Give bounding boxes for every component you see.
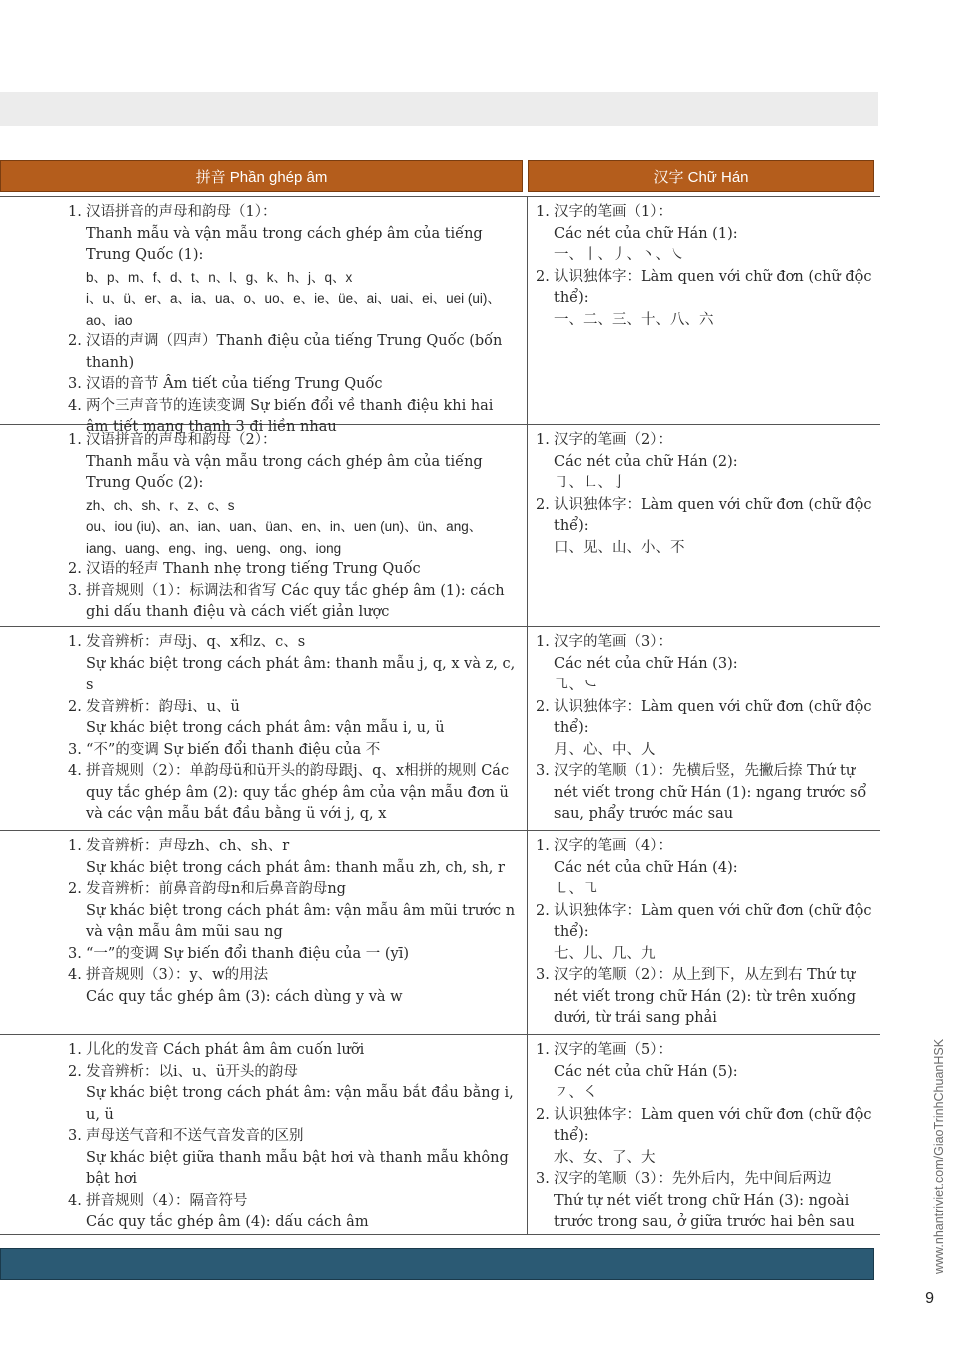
item-line: 汉字的笔画（5）： xyxy=(554,1042,672,1058)
item-number: 4. xyxy=(68,967,82,983)
item-number: 1. xyxy=(68,432,82,448)
item-text xyxy=(554,632,872,697)
item-text xyxy=(554,901,872,966)
item-line: Sự khác biệt trong cách phát âm: thanh mẫu j, q, x và z, c, s xyxy=(86,655,516,693)
item-number: 2. xyxy=(68,561,82,577)
item-line: 汉语的音节 Âm tiết của tiếng Trung Quốc xyxy=(86,376,383,392)
item-text xyxy=(86,632,519,697)
page-number: 9 xyxy=(925,1290,934,1307)
hanzi-cell xyxy=(528,627,880,830)
list-item xyxy=(68,374,519,396)
item-line: 认识独体字：Làm quen với chữ đơn (chữ độc thể): xyxy=(554,902,872,940)
item-text xyxy=(86,1040,519,1062)
item-line: 认识独体字：Làm quen với chữ đơn (chữ độc thể): xyxy=(554,698,872,736)
list-item xyxy=(68,697,519,740)
pinyin-column-header: 拼音 Phần ghép âm xyxy=(0,160,523,192)
item-number: 3. xyxy=(68,376,82,392)
list-item xyxy=(536,430,872,495)
item-line: 汉语的轻声 Thanh nhẹ trong tiếng Trung Quốc xyxy=(86,561,421,577)
item-text xyxy=(86,581,519,624)
list-item xyxy=(536,1169,872,1234)
pinyin-line: zh、ch、sh、r、z、c、s xyxy=(86,497,235,513)
item-number: 1. xyxy=(536,432,550,448)
list-item xyxy=(68,879,519,944)
item-line: 拼音规则（2）：单韵母ü和ü开头的韵母跟j、q、x相拼的规则 Các quy tắc ghép âm (2): quy tắc ghép âm của vận mẫu đơn ü và các vận mẫu bắt đầu bằng ü với j, q, x xyxy=(86,763,510,822)
item-number: 3. xyxy=(536,967,550,983)
item-line: Thanh mẫu và vận mẫu trong cách ghép âm của tiếng Trung Quốc (2): xyxy=(86,453,483,491)
list-item xyxy=(68,836,519,879)
table-row xyxy=(0,197,880,435)
item-line: ㇄、㇈ xyxy=(554,881,598,897)
item-number: 3. xyxy=(536,763,550,779)
pinyin-cell xyxy=(0,197,528,435)
list-item xyxy=(68,1062,519,1127)
list-item xyxy=(536,1040,872,1105)
item-text xyxy=(86,697,519,740)
list-item xyxy=(68,581,519,624)
list-item xyxy=(536,202,872,267)
item-number: 2. xyxy=(536,268,550,285)
item-number: 1. xyxy=(536,204,550,220)
table-row xyxy=(0,831,880,1035)
pinyin-line: i、u、ü、er、a、ia、ua、o、uo、e、ie、üe、ai、uai、ei、uei (ui)、ao、iao xyxy=(86,291,501,328)
item-number: 4. xyxy=(68,1192,82,1209)
curriculum-table xyxy=(0,196,880,1235)
item-line: Sự khác biệt trong cách phát âm: vận mẫu bắt đầu bằng i, u, ü xyxy=(86,1085,514,1123)
item-line: ㇆、㇗、亅 xyxy=(554,475,627,491)
list-item xyxy=(68,559,519,581)
item-text xyxy=(86,1126,519,1191)
item-number: 2. xyxy=(68,881,82,897)
item-number: 2. xyxy=(536,1106,550,1123)
item-line: Sự khác biệt trong cách phát âm: thanh mẫu zh, ch, sh, r xyxy=(86,859,505,876)
item-line: 发音辨析：声母zh、ch、sh、r xyxy=(86,838,290,854)
item-number: 2. xyxy=(536,902,550,919)
list-item xyxy=(68,202,519,331)
pinyin-line: ou、iou (iu)、an、ian、uan、üan、en、in、uen (un)、ün、ang、iang、uang、eng、ing、ueng、ong、iong xyxy=(86,519,483,556)
item-text xyxy=(554,1040,872,1105)
list-item xyxy=(68,1126,519,1191)
item-line: 汉语拼音的声母和韵母（1）： xyxy=(86,204,277,220)
item-line: 拼音规则（1）：标调法和省写 Các quy tắc ghép âm (1): cách ghi dấu thanh điệu và cách viết giản lược xyxy=(86,582,505,620)
item-line: 发音辨析：韵母i、u、ü xyxy=(86,698,240,715)
item-line: “不”的变调 Sự biến đổi thanh điệu của 不 xyxy=(86,741,381,758)
item-number: 3. xyxy=(68,582,82,599)
table-row xyxy=(0,627,880,831)
list-item xyxy=(536,1105,872,1170)
item-line: 认识独体字：Làm quen với chữ đơn (chữ độc thể): xyxy=(554,496,872,534)
item-number: 4. xyxy=(68,763,82,779)
item-line: 拼音规则（3）：y、w的用法 xyxy=(86,967,269,983)
item-text xyxy=(554,1169,872,1234)
item-line: 汉字的笔顺（1）：先横后竖，先撇后捺 Thứ tự nét viết trong chữ Hán (1): ngang trước sổ sau, phẩy trước mác sau xyxy=(554,763,867,822)
item-line: Sự khác biệt trong cách phát âm: vận mẫu âm mũi trước n và vận mẫu âm mũi sau ng xyxy=(86,902,516,940)
item-line: 发音辨析：声母j、q、x和z、c、s xyxy=(86,634,306,650)
item-line: 汉字的笔画（4）： xyxy=(554,838,672,854)
list-item xyxy=(536,697,872,762)
item-line: 汉字的笔顺（3）：先外后内，先中间后两边 xyxy=(554,1171,832,1187)
item-line: 发音辨析：前鼻音韵母n和后鼻音韵母ng xyxy=(86,881,346,897)
pinyin-line: b、p、m、f、d、t、n、l、g、k、h、j、q、x xyxy=(86,269,353,285)
item-line: 汉字的笔画（2）： xyxy=(554,432,672,448)
footer-bar xyxy=(0,1248,874,1280)
item-number: 2. xyxy=(68,1063,82,1080)
item-line: Các nét của chữ Hán (1): xyxy=(554,225,738,242)
item-text xyxy=(86,836,519,879)
item-number: 1. xyxy=(536,838,550,854)
item-text xyxy=(554,267,872,332)
item-line: 汉字的笔顺（2）：从上到下，从左到右 Thứ tự nét viết trong chữ Hán (2): từ trên xuống dưới, từ trái sang phải xyxy=(554,967,857,1026)
item-text xyxy=(554,761,872,826)
item-line: 汉语拼音的声母和韵母（2）： xyxy=(86,432,277,448)
item-line: Các nét của chữ Hán (4): xyxy=(554,859,738,876)
pinyin-cell xyxy=(0,1035,528,1234)
item-text xyxy=(86,965,519,1008)
item-text xyxy=(86,1191,519,1234)
item-text xyxy=(554,495,872,560)
item-line: 汉字的笔画（1）： xyxy=(554,204,672,220)
list-item xyxy=(68,430,519,559)
item-text xyxy=(86,559,519,581)
item-line: Sự khác biệt giữa thanh mẫu bật hơi và thanh mẫu không bật hơi xyxy=(86,1149,509,1187)
item-text xyxy=(86,944,519,966)
item-text xyxy=(554,965,872,1030)
list-item xyxy=(536,965,872,1030)
item-line: 认识独体字：Làm quen với chữ đơn (chữ độc thể): xyxy=(554,268,872,306)
pinyin-cell xyxy=(0,425,528,626)
item-number: 1. xyxy=(536,1042,550,1058)
item-number: 2. xyxy=(68,333,82,349)
list-item xyxy=(68,331,519,374)
item-text xyxy=(86,879,519,944)
table-row xyxy=(0,425,880,627)
list-item xyxy=(68,632,519,697)
list-item xyxy=(536,495,872,560)
item-line: 口、见、山、小、不 xyxy=(554,539,685,556)
hanzi-cell xyxy=(528,1035,880,1234)
item-text xyxy=(86,331,519,374)
item-text xyxy=(86,430,519,559)
item-text xyxy=(554,202,872,267)
item-line: Thanh mẫu và vận mẫu trong cách ghép âm của tiếng Trung Quốc (1): xyxy=(86,225,483,263)
item-line: Các nét của chữ Hán (2): xyxy=(554,453,738,470)
item-text xyxy=(554,1105,872,1170)
list-item xyxy=(536,901,872,966)
item-line: Các quy tắc ghép âm (3): cách dùng y và w xyxy=(86,988,403,1005)
item-number: 1. xyxy=(68,204,82,220)
hanzi-cell xyxy=(528,831,880,1034)
faded-background-band xyxy=(0,92,878,126)
item-text xyxy=(86,740,519,762)
list-item xyxy=(68,944,519,966)
website-side-text[interactable]: www.nhantriviet.com/GiaoTrinhChuanHSK xyxy=(932,1038,946,1274)
item-line: ㇈、㇃ xyxy=(554,677,598,693)
item-line: 认识独体字：Làm quen với chữ đơn (chữ độc thể): xyxy=(554,1106,872,1144)
list-item xyxy=(536,836,872,901)
item-number: 3. xyxy=(68,741,82,758)
list-item xyxy=(536,761,872,826)
item-line: 儿化的发音 Cách phát âm âm cuốn lưỡi xyxy=(86,1042,365,1058)
item-line: Các nét của chữ Hán (3): xyxy=(554,655,738,672)
pinyin-cell xyxy=(0,831,528,1034)
list-item xyxy=(536,267,872,332)
item-number: 3. xyxy=(68,1128,82,1144)
item-number: 2. xyxy=(536,496,550,513)
item-line: “一”的变调 Sự biến đổi thanh điệu của 一 (yī) xyxy=(86,945,410,962)
item-text xyxy=(554,697,872,762)
item-text xyxy=(554,836,872,901)
item-number: 4. xyxy=(68,397,82,414)
item-line: 声母送气音和不送气音发音的区别 xyxy=(86,1128,304,1144)
item-line: 七、儿、几、九 xyxy=(554,945,656,962)
list-item xyxy=(536,632,872,697)
item-text xyxy=(86,202,519,331)
hanzi-cell xyxy=(528,197,880,424)
item-number: 3. xyxy=(536,1171,550,1187)
list-item xyxy=(68,1040,519,1062)
item-number: 2. xyxy=(68,698,82,715)
table-row xyxy=(0,1035,880,1235)
list-item xyxy=(68,740,519,762)
item-line: Sự khác biệt trong cách phát âm: vận mẫu i, u, ü xyxy=(86,720,445,736)
item-line: 两个三声音节的连读变调 Sự biến đổi về thanh điệu khi hai âm tiết mang thanh 3 đi liền nhau xyxy=(86,397,494,435)
list-item xyxy=(68,965,519,1008)
list-item xyxy=(68,761,519,826)
item-number: 1. xyxy=(68,838,82,854)
item-line: 月、心、中、人 xyxy=(554,741,656,758)
item-line: Thứ tự nét viết trong chữ Hán (3): ngoài trước trong sau, ở giữa trước hai bên sau xyxy=(554,1192,855,1230)
item-text xyxy=(554,430,872,495)
item-line: 水、女、了、大 xyxy=(554,1149,656,1166)
item-number: 1. xyxy=(68,1042,82,1058)
item-text xyxy=(86,374,519,396)
item-line: 汉语的声调（四声）Thanh điệu của tiếng Trung Quốc (bốn thanh) xyxy=(86,333,503,371)
hanzi-column-header: 汉字 Chữ Hán xyxy=(528,160,874,192)
item-number: 3. xyxy=(68,945,82,962)
item-line: Các nét của chữ Hán (5): xyxy=(554,1063,738,1080)
item-line: 发音辨析：以i、u、ü开头的韵母 xyxy=(86,1063,298,1080)
item-number: 1. xyxy=(68,634,82,650)
item-line: 拼音规则（4）：隔音符号 xyxy=(86,1192,248,1209)
item-line: ㇇、㇛ xyxy=(554,1085,598,1101)
item-line: 一、二、三、十、八、六 xyxy=(554,311,714,328)
pinyin-cell xyxy=(0,627,528,830)
item-text xyxy=(86,761,519,826)
item-number: 1. xyxy=(536,634,550,650)
item-number: 2. xyxy=(536,698,550,715)
item-line: 汉字的笔画（3）： xyxy=(554,634,672,650)
item-line: 一、丨、丿、丶、㇏ xyxy=(554,247,685,263)
item-line: Các quy tắc ghép âm (4): dấu cách âm xyxy=(86,1214,369,1230)
item-text xyxy=(86,1062,519,1127)
hanzi-cell xyxy=(528,425,880,626)
list-item xyxy=(68,1191,519,1234)
